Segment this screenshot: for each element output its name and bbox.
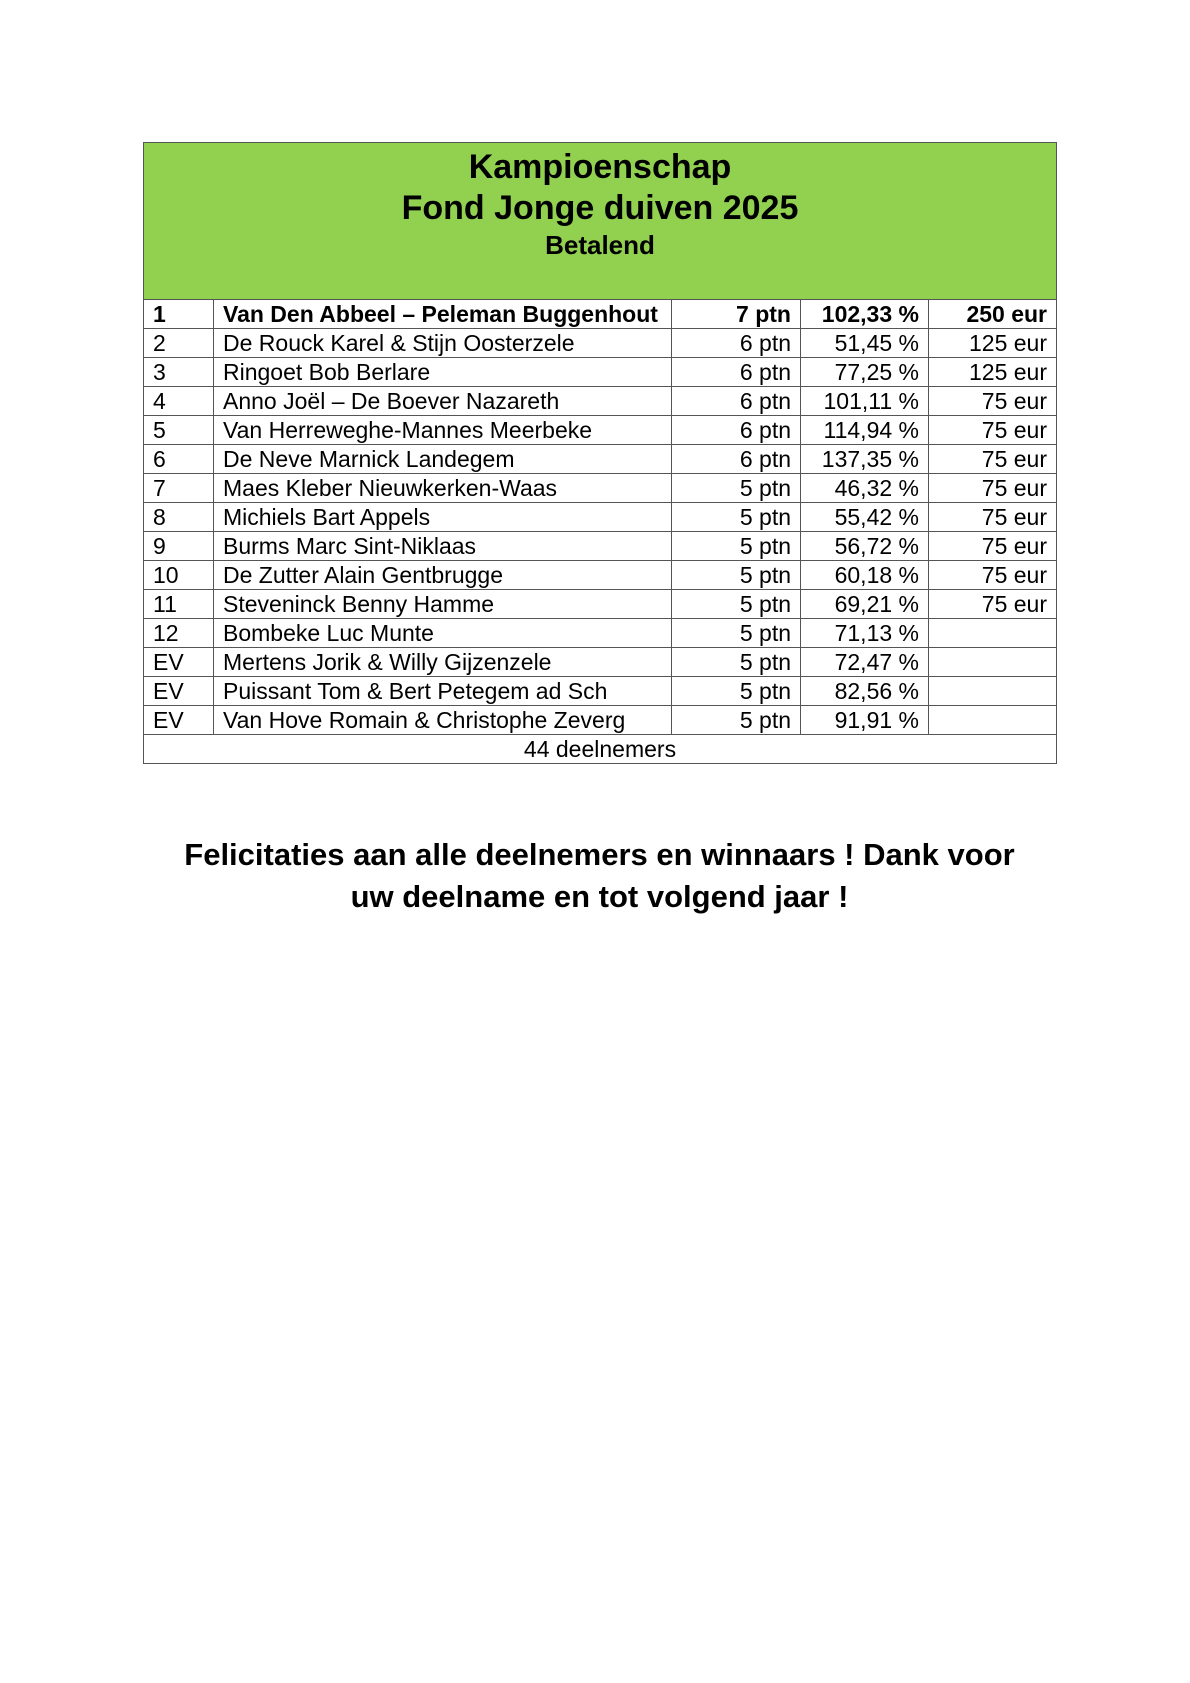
percent-cell: 114,94 % [801,416,929,445]
points-cell: 7 ptn [672,300,801,329]
rank-cell: 12 [144,619,214,648]
table-row [144,358,1057,387]
header-row [144,143,1057,300]
table-header [144,143,1057,300]
prize-cell: 75 eur [929,532,1057,561]
table-row [144,416,1057,445]
name-cell: De Rouck Karel & Stijn Oosterzele [214,329,672,358]
title-line-1: Kampioenschap [468,148,732,186]
points-cell: 5 ptn [672,648,801,677]
table-row [144,590,1057,619]
prize-cell: 75 eur [929,503,1057,532]
name-cell: Maes Kleber Nieuwkerken-Waas [214,474,672,503]
percent-cell: 102,33 % [801,300,929,329]
table-row [144,532,1057,561]
table-row [144,503,1057,532]
name-cell: Steveninck Benny Hamme [214,590,672,619]
table-row [144,300,1057,329]
rank-cell: 2 [144,329,214,358]
prize-cell: 75 eur [929,561,1057,590]
rank-cell: EV [144,677,214,706]
table-row [144,648,1057,677]
table-row [144,619,1057,648]
percent-cell: 91,91 % [801,706,929,735]
closing-line-2: uw deelname en tot volgend jaar ! [350,879,849,914]
rank-cell: 4 [144,387,214,416]
footer-row [144,735,1057,764]
percent-cell: 56,72 % [801,532,929,561]
points-cell: 5 ptn [672,561,801,590]
percent-cell: 82,56 % [801,677,929,706]
table-row [144,387,1057,416]
prize-cell: 75 eur [929,387,1057,416]
name-cell: De Neve Marnick Landegem [214,445,672,474]
name-cell: Ringoet Bob Berlare [214,358,672,387]
prize-cell: 75 eur [929,474,1057,503]
points-cell: 5 ptn [672,474,801,503]
rank-cell: 5 [144,416,214,445]
rank-cell: 7 [144,474,214,503]
points-cell: 6 ptn [672,329,801,358]
name-cell: De Zutter Alain Gentbrugge [214,561,672,590]
percent-cell: 69,21 % [801,590,929,619]
name-cell: Anno Joël – De Boever Nazareth [214,387,672,416]
points-cell: 5 ptn [672,503,801,532]
points-cell: 5 ptn [672,619,801,648]
percent-cell: 60,18 % [801,561,929,590]
percent-cell: 71,13 % [801,619,929,648]
name-cell: Van Herreweghe-Mannes Meerbeke [214,416,672,445]
points-cell: 5 ptn [672,532,801,561]
name-cell: Michiels Bart Appels [214,503,672,532]
rank-cell: 10 [144,561,214,590]
name-cell: Van Den Abbeel – Peleman Buggenhout [214,300,672,329]
percent-cell: 46,32 % [801,474,929,503]
rank-cell: EV [144,706,214,735]
points-cell: 5 ptn [672,706,801,735]
name-cell: Bombeke Luc Munte [214,619,672,648]
closing-message [143,834,1056,918]
name-cell: Van Hove Romain & Christophe Zeverg [214,706,672,735]
prize-cell [929,706,1057,735]
name-cell: Burms Marc Sint-Niklaas [214,532,672,561]
prize-cell: 125 eur [929,358,1057,387]
closing-line-1: Felicitaties aan alle deelnemers en winnaars ! Dank voor [184,837,1015,872]
points-cell: 6 ptn [672,445,801,474]
title-line-2: Fond Jonge duiven 2025 [401,189,799,227]
prize-cell: 250 eur [929,300,1057,329]
points-cell: 5 ptn [672,590,801,619]
rank-cell: 6 [144,445,214,474]
prize-cell [929,619,1057,648]
table-row [144,706,1057,735]
table-row [144,677,1057,706]
participants-count: 44 deelnemers [144,735,1057,764]
percent-cell: 55,42 % [801,503,929,532]
percent-cell: 77,25 % [801,358,929,387]
name-cell: Mertens Jorik & Willy Gijzenzele [214,648,672,677]
prize-cell [929,677,1057,706]
points-cell: 6 ptn [672,387,801,416]
prize-cell: 75 eur [929,416,1057,445]
percent-cell: 101,11 % [801,387,929,416]
prize-cell: 125 eur [929,329,1057,358]
percent-cell: 51,45 % [801,329,929,358]
table-row [144,445,1057,474]
table-row [144,329,1057,358]
subtitle: Betalend [545,230,655,260]
rank-cell: 9 [144,532,214,561]
rank-cell: 8 [144,503,214,532]
results-table [143,142,1057,764]
points-cell: 6 ptn [672,416,801,445]
prize-cell: 75 eur [929,445,1057,474]
prize-cell [929,648,1057,677]
table-row [144,474,1057,503]
points-cell: 5 ptn [672,677,801,706]
percent-cell: 137,35 % [801,445,929,474]
points-cell: 6 ptn [672,358,801,387]
prize-cell: 75 eur [929,590,1057,619]
name-cell: Puissant Tom & Bert Petegem ad Sch [214,677,672,706]
table-row [144,561,1057,590]
rank-cell: 1 [144,300,214,329]
rank-cell: 3 [144,358,214,387]
rank-cell: EV [144,648,214,677]
percent-cell: 72,47 % [801,648,929,677]
rank-cell: 11 [144,590,214,619]
